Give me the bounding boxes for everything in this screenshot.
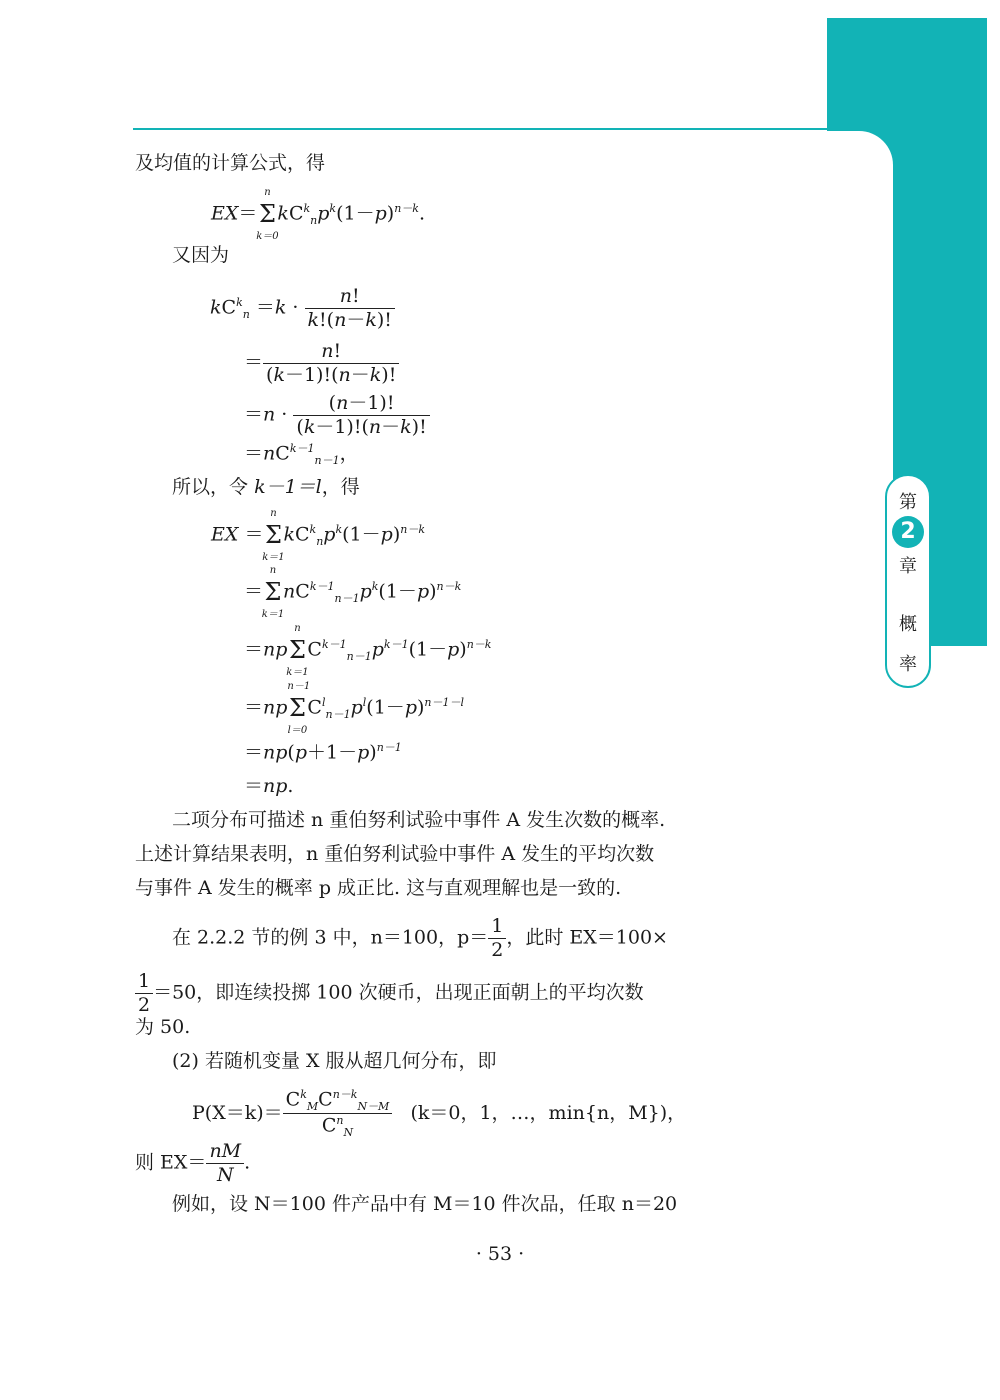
text-line-3: 又因为 (172, 244, 230, 266)
paragraph-line-5 (135, 970, 644, 1017)
paragraph-line-10: 例如，设 N＝100 件产品中有 M＝10 件次品，任取 n＝20 (172, 1193, 678, 1215)
formula-kc-2: ＝ $\frac{n!}{(k-1)!(n-k)!}$ (244, 340, 399, 387)
formula-kc-1: $kC^k_n =k$ · $\frac{n!}{k!(n-k)!}$ (210, 285, 395, 332)
text-p5b: ＝50，即连续投掷 100 次硬币，出现正面朝上的平均次数 (153, 981, 644, 1004)
formula-ex-1: EX ＝ n Σ k＝1 $kC^k_np^k(1-p)^{n-k}$ (211, 508, 425, 563)
paragraph-line-6: 为 50. (135, 1016, 191, 1038)
chapter-title-1: 概 (899, 614, 917, 635)
chapter-prefix: 第 (899, 492, 917, 513)
header-rule (133, 128, 833, 130)
formula-ex-3: ＝np n Σ k＝1 $C^{k-1}_{n-1}p^{k-1}(1-p)^{n-k}$ (244, 623, 492, 678)
text-p8b: (k＝0，1，…，min{n，M})， (410, 1101, 687, 1124)
paragraph-line-7: (2) 若随机变量 X 服从超几何分布，即 (172, 1050, 497, 1072)
text-p4a: 在 2.2.2 节的例 3 中，n＝100，p＝ (172, 926, 489, 949)
chapter-number: 2 (892, 516, 924, 548)
paragraph-line-3: 与事件 A 发生的概率 p 成正比. 这与直观理解也是一致的. (135, 877, 622, 899)
frac-den: 2 (491, 938, 504, 961)
frac-num-2: 1 (135, 970, 153, 994)
text-p8a: P(X＝k)＝ (192, 1101, 283, 1124)
paragraph-line-2: 上述计算结果表明，n 重伯努利试验中事件 A 发生的平均次数 (135, 843, 655, 865)
formula-ex-sum: EX＝ n Σ k＝0 $kC^k_np^k(1-p)^{n-k}$. (211, 187, 425, 242)
paragraph-line-4 (172, 915, 668, 962)
frac-num: 1 (488, 915, 506, 939)
text-l8c: ，得 (321, 476, 360, 498)
paragraph-line-1: 二项分布可描述 n 重伯努利试验中事件 A 发生次数的概率. (172, 809, 666, 831)
chapter-suffix: 章 (899, 556, 917, 577)
text-l8: 所以，令 (172, 476, 249, 498)
formula-ex-5: $=np(p+1-p)^{n-1}$ (244, 741, 402, 764)
text-line-8 (172, 476, 360, 499)
page-number: · 53 · (475, 1243, 525, 1265)
formula-hypergeo: P(X＝k)＝ $\frac{C^k_MC^{n-k}_{N-M}}{C^n_N}$ (k＝0，1，…，min{n，M})， (192, 1088, 687, 1140)
text-p9b: . (244, 1151, 251, 1174)
frac-nm: nM (206, 1140, 244, 1164)
chapter-title-2: 率 (899, 654, 917, 675)
formula-kc-3: ＝n · $\frac{(n-1)!}{(k-1)!(n-k)!}$ (244, 392, 430, 439)
formula-ex-6: ＝np. (244, 775, 294, 797)
paragraph-line-9 (135, 1140, 250, 1187)
text-line-1: 及均值的计算公式，得 (135, 152, 326, 174)
formula-kc-4: $=nC^{k-1}_{n-1}$， (244, 442, 359, 468)
text-p4b: ，此时 EX＝100× (506, 926, 668, 949)
frac-n: N (216, 1163, 234, 1186)
formula-ex-4: ＝np n－1 Σ l＝0 $C^l_{n-1}p^l(1-p)^{n-1-l}$ (244, 681, 465, 736)
text-l8b: k－1＝l (254, 476, 322, 498)
formula-ex-2: ＝ n Σ k＝1 $nC^{k-1}_{n-1}p^k(1-p)^{n-k}$ (244, 565, 462, 620)
chapter-tab (885, 474, 931, 688)
text-p9a: 则 EX＝ (135, 1151, 207, 1174)
frac-den-2: 2 (138, 993, 151, 1016)
